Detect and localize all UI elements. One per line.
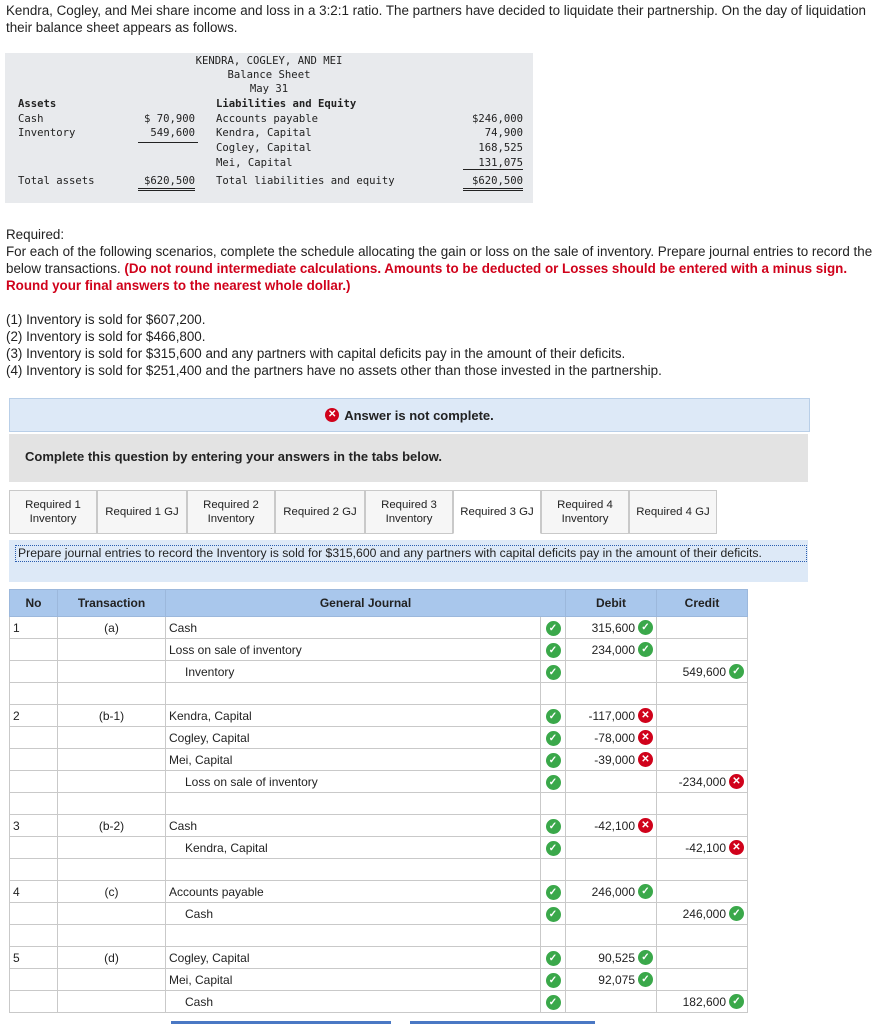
account-check-cell <box>541 661 566 683</box>
answer-status-text: Answer is not complete. <box>344 407 494 423</box>
bs-inventory-value: 549,600 <box>150 127 195 139</box>
bs-liab-header: Liabilities and Equity <box>216 98 357 110</box>
credit-value: -234,000 <box>678 774 726 789</box>
account-input[interactable] <box>166 925 541 947</box>
bs-title-company: KENDRA, COGLEY, AND MEI <box>195 55 343 67</box>
row-number: 4 <box>10 881 58 903</box>
account-input[interactable] <box>166 661 541 683</box>
account-input[interactable] <box>166 771 541 793</box>
row-number <box>10 837 58 859</box>
debit-value: 246,000 <box>591 884 635 899</box>
check-icon: ✓ <box>546 995 561 1010</box>
col-header-debit: Debit <box>566 590 657 617</box>
row-number <box>10 771 58 793</box>
journal-row <box>10 639 748 661</box>
credit-input[interactable] <box>657 925 748 947</box>
check-icon: ✓ <box>546 841 561 856</box>
bs-ap-value: $246,000 <box>471 113 523 125</box>
check-icon: ✓ <box>546 907 561 922</box>
debit-input[interactable] <box>566 925 657 947</box>
tab-required-1-gj[interactable]: Required 1 GJ <box>97 490 187 534</box>
row-transaction <box>58 771 166 793</box>
row-number <box>10 859 58 881</box>
credit-input[interactable] <box>657 749 748 771</box>
account-check-cell <box>541 969 566 991</box>
row-transaction <box>58 969 166 991</box>
bs-total-assets-label: Total assets <box>18 175 95 187</box>
journal-row <box>10 617 748 639</box>
bs-mei-value: 131,075 <box>463 157 523 170</box>
error-icon: ✕ <box>729 774 744 789</box>
error-icon: ✕ <box>729 840 744 855</box>
bs-total-le-value: $620,500 <box>463 175 523 191</box>
tab-required-4-inventory[interactable]: Required 4 Inventory <box>541 490 629 534</box>
debit-input[interactable] <box>566 991 657 1013</box>
debit-input[interactable] <box>566 793 657 815</box>
debit-input[interactable] <box>566 683 657 705</box>
row-number <box>10 749 58 771</box>
credit-input[interactable] <box>657 771 748 793</box>
account-check-cell <box>541 991 566 1013</box>
journal-row <box>10 837 748 859</box>
debit-input[interactable] <box>566 727 657 749</box>
check-icon: ✓ <box>546 775 561 790</box>
debit-input[interactable] <box>566 969 657 991</box>
instructions-text: Complete this question by entering your answers in the tabs below. <box>25 449 443 464</box>
credit-input[interactable] <box>657 705 748 727</box>
error-icon: ✕ <box>638 752 653 767</box>
account-check-cell <box>541 815 566 837</box>
check-icon: ✓ <box>546 643 561 658</box>
bs-inventory-label: Inventory <box>18 127 76 139</box>
scenario-list <box>6 311 662 379</box>
row-transaction <box>58 859 166 881</box>
check-icon: ✓ <box>638 950 653 965</box>
scenario-item: (1) Inventory is sold for $607,200. <box>6 312 206 327</box>
row-number <box>10 969 58 991</box>
account-name: Cash <box>185 994 214 1009</box>
journal-row <box>10 793 748 815</box>
row-transaction: (d) <box>58 947 166 969</box>
journal-row <box>10 859 748 881</box>
account-input[interactable] <box>166 903 541 925</box>
debit-input[interactable] <box>566 881 657 903</box>
check-icon: ✓ <box>729 664 744 679</box>
check-icon: ✓ <box>546 819 561 834</box>
credit-value: 182,600 <box>682 994 726 1009</box>
row-transaction <box>58 837 166 859</box>
account-input[interactable] <box>166 969 541 991</box>
bs-cash-label: Cash <box>18 113 44 125</box>
row-transaction <box>58 727 166 749</box>
tab-required-3-inventory[interactable]: Required 3 Inventory <box>365 490 453 534</box>
account-name: Accounts payable <box>169 884 264 899</box>
row-transaction: (c) <box>58 881 166 903</box>
debit-input[interactable] <box>566 815 657 837</box>
tab-bar <box>9 490 717 534</box>
row-transaction: (a) <box>58 617 166 639</box>
debit-input[interactable] <box>566 617 657 639</box>
journal-row <box>10 947 748 969</box>
debit-value: -42,100 <box>594 818 635 833</box>
check-icon: ✓ <box>729 994 744 1009</box>
account-input[interactable] <box>166 815 541 837</box>
account-check-cell <box>541 639 566 661</box>
check-icon: ✓ <box>546 973 561 988</box>
debit-input[interactable] <box>566 859 657 881</box>
scenario-item: (2) Inventory is sold for $466,800. <box>6 329 206 344</box>
tab-required-3-gj[interactable]: Required 3 GJ <box>453 490 541 534</box>
credit-value: 246,000 <box>682 906 726 921</box>
row-transaction <box>58 925 166 947</box>
check-icon: ✓ <box>638 972 653 987</box>
row-transaction <box>58 991 166 1013</box>
account-name: Mei, Capital <box>169 752 233 767</box>
account-name: Inventory <box>185 664 235 679</box>
check-icon: ✓ <box>546 731 561 746</box>
account-check-cell <box>541 881 566 903</box>
row-number <box>10 903 58 925</box>
debit-value: 234,000 <box>591 642 635 657</box>
required-heading: Required: <box>6 227 65 242</box>
credit-input[interactable] <box>657 903 748 925</box>
required-red-instructions: (Do not round intermediate calculations. Amounts to be deducted or Losses should be entered with a minus sign. Round your final answers to the nearest whole dollar.) <box>6 261 848 293</box>
row-transaction <box>58 639 166 661</box>
credit-input[interactable] <box>657 661 748 683</box>
journal-row <box>10 903 748 925</box>
debit-value: 315,600 <box>591 620 635 635</box>
account-input[interactable] <box>166 881 541 903</box>
row-number <box>10 683 58 705</box>
check-icon: ✓ <box>546 709 561 724</box>
account-check-cell <box>541 859 566 881</box>
check-icon: ✓ <box>638 620 653 635</box>
account-input[interactable] <box>166 991 541 1013</box>
row-number: 1 <box>10 617 58 639</box>
required-text <box>6 243 888 294</box>
check-icon: ✓ <box>546 951 561 966</box>
journal-row <box>10 881 748 903</box>
instructions-box <box>9 434 808 482</box>
row-number <box>10 793 58 815</box>
bs-kendra-value: 74,900 <box>484 127 523 139</box>
journal-row <box>10 705 748 727</box>
account-check-cell <box>541 947 566 969</box>
check-icon: ✓ <box>638 642 653 657</box>
account-check-cell <box>541 727 566 749</box>
journal-row <box>10 925 748 947</box>
debit-value: -39,000 <box>594 752 635 767</box>
row-number: 2 <box>10 705 58 727</box>
bs-total-assets-value: $620,500 <box>138 175 195 191</box>
debit-input[interactable] <box>566 639 657 661</box>
account-input[interactable] <box>166 837 541 859</box>
account-name: Cogley, Capital <box>169 950 250 965</box>
account-name: Kendra, Capital <box>185 840 268 855</box>
credit-input[interactable] <box>657 793 748 815</box>
credit-input[interactable] <box>657 969 748 991</box>
account-name: Kendra, Capital <box>169 708 252 723</box>
balance-sheet <box>5 53 533 203</box>
account-name: Loss on sale of inventory <box>169 642 302 657</box>
account-input[interactable] <box>166 859 541 881</box>
debit-value: 90,525 <box>598 950 635 965</box>
question-prompt <box>9 540 808 582</box>
journal-row <box>10 771 748 793</box>
problem-intro: Kendra, Cogley, and Mei share income and loss in a 3:2:1 ratio. The partners have decided to liquidate their partnership. On the day of liquidation their balance sheet appears as follows. <box>6 3 867 35</box>
journal-row <box>10 815 748 837</box>
row-transaction: (b-2) <box>58 815 166 837</box>
row-number <box>10 639 58 661</box>
account-name: Cash <box>185 906 214 921</box>
account-check-cell <box>541 837 566 859</box>
journal-row <box>10 727 748 749</box>
row-transaction <box>58 749 166 771</box>
check-icon: ✓ <box>546 665 561 680</box>
row-number <box>10 991 58 1013</box>
debit-input[interactable] <box>566 837 657 859</box>
row-transaction <box>58 683 166 705</box>
account-check-cell <box>541 617 566 639</box>
debit-input[interactable] <box>566 661 657 683</box>
account-input[interactable] <box>166 683 541 705</box>
bs-total-le-label: Total liabilities and equity <box>216 175 395 187</box>
bs-cash-value: $ 70,900 <box>143 113 195 125</box>
bs-kendra-label: Kendra, Capital <box>216 127 312 139</box>
account-input[interactable] <box>166 947 541 969</box>
debit-value: 92,075 <box>598 972 635 987</box>
bs-ap-label: Accounts payable <box>216 113 319 125</box>
account-input[interactable] <box>166 617 541 639</box>
credit-input[interactable] <box>657 617 748 639</box>
answer-status-banner <box>9 398 810 432</box>
account-name: Cash <box>169 620 198 635</box>
journal-row <box>10 749 748 771</box>
credit-input[interactable] <box>657 837 748 859</box>
account-name: Cogley, Capital <box>169 730 250 745</box>
row-number <box>10 925 58 947</box>
journal-row <box>10 683 748 705</box>
debit-value: -117,000 <box>588 708 635 723</box>
row-transaction <box>58 661 166 683</box>
account-name: Cash <box>169 818 198 833</box>
debit-input[interactable] <box>566 749 657 771</box>
tab-required-2-gj[interactable]: Required 2 GJ <box>275 490 365 534</box>
credit-input[interactable] <box>657 639 748 661</box>
account-check-cell <box>541 793 566 815</box>
row-number: 3 <box>10 815 58 837</box>
check-icon: ✓ <box>546 885 561 900</box>
question-prompt-text: Prepare journal entries to record the Inventory is sold for $315,600 and any partners with capital deficits pay in the amount of their deficits. <box>15 545 807 562</box>
general-journal-table <box>9 589 748 1013</box>
journal-row <box>10 969 748 991</box>
credit-input[interactable] <box>657 991 748 1013</box>
error-icon: ✕ <box>638 818 653 833</box>
account-input[interactable] <box>166 793 541 815</box>
account-check-cell <box>541 771 566 793</box>
credit-value: 549,600 <box>682 664 726 679</box>
account-input[interactable] <box>166 639 541 661</box>
bs-cogley-value: 168,525 <box>478 142 523 154</box>
account-name: Loss on sale of inventory <box>185 774 318 789</box>
account-check-cell <box>541 925 566 947</box>
row-transaction <box>58 793 166 815</box>
tab-required-4-gj[interactable]: Required 4 GJ <box>629 490 717 534</box>
error-icon: ✕ <box>325 408 339 422</box>
account-check-cell <box>541 705 566 727</box>
bs-title-date: May 31 <box>249 83 289 95</box>
col-header-credit: Credit <box>657 590 748 617</box>
tab-required-1-inventory[interactable]: Required 1 Inventory <box>9 490 97 534</box>
account-input[interactable] <box>166 727 541 749</box>
credit-input[interactable] <box>657 727 748 749</box>
col-header-no: No <box>10 590 58 617</box>
scenario-item: (3) Inventory is sold for $315,600 and any partners with capital deficits pay in the amount of their deficits. <box>6 346 626 361</box>
check-icon: ✓ <box>546 753 561 768</box>
row-number: 5 <box>10 947 58 969</box>
account-input[interactable] <box>166 749 541 771</box>
debit-input[interactable] <box>566 705 657 727</box>
check-icon: ✓ <box>729 906 744 921</box>
account-check-cell <box>541 749 566 771</box>
row-number <box>10 661 58 683</box>
credit-input[interactable] <box>657 859 748 881</box>
bs-mei-label: Mei, Capital <box>216 157 293 169</box>
error-icon: ✕ <box>638 730 653 745</box>
credit-input[interactable] <box>657 815 748 837</box>
tab-required-2-inventory[interactable]: Required 2 Inventory <box>187 490 275 534</box>
credit-value: -42,100 <box>685 840 726 855</box>
debit-input[interactable] <box>566 947 657 969</box>
row-number <box>10 727 58 749</box>
account-name: Mei, Capital <box>169 972 233 987</box>
account-check-cell <box>541 903 566 925</box>
check-icon: ✓ <box>638 884 653 899</box>
row-transaction: (b-1) <box>58 705 166 727</box>
scenario-item: (4) Inventory is sold for $251,400 and the partners have no assets other than those invested in the partnership. <box>6 363 662 378</box>
journal-row <box>10 991 748 1013</box>
col-header-transaction: Transaction <box>58 590 166 617</box>
journal-row <box>10 661 748 683</box>
credit-input[interactable] <box>657 683 748 705</box>
bs-cogley-label: Cogley, Capital <box>216 142 312 154</box>
col-header-general-journal: General Journal <box>166 590 566 617</box>
debit-input[interactable] <box>566 771 657 793</box>
error-icon: ✕ <box>638 708 653 723</box>
account-check-cell <box>541 683 566 705</box>
required-instructions: For each of the following scenarios, complete the schedule allocating the gain or loss on the sale of inventory. Prepare journal entries to record the below transactions. <box>6 244 873 276</box>
debit-value: -78,000 <box>594 730 635 745</box>
credit-input[interactable] <box>657 881 748 903</box>
required-section <box>6 226 888 294</box>
bs-assets-header: Assets <box>18 98 57 110</box>
bs-title-statement: Balance Sheet <box>227 69 311 81</box>
account-input[interactable] <box>166 705 541 727</box>
bs-assets-subtotal-line <box>138 142 198 143</box>
check-icon: ✓ <box>546 621 561 636</box>
row-transaction <box>58 903 166 925</box>
credit-input[interactable] <box>657 947 748 969</box>
debit-input[interactable] <box>566 903 657 925</box>
